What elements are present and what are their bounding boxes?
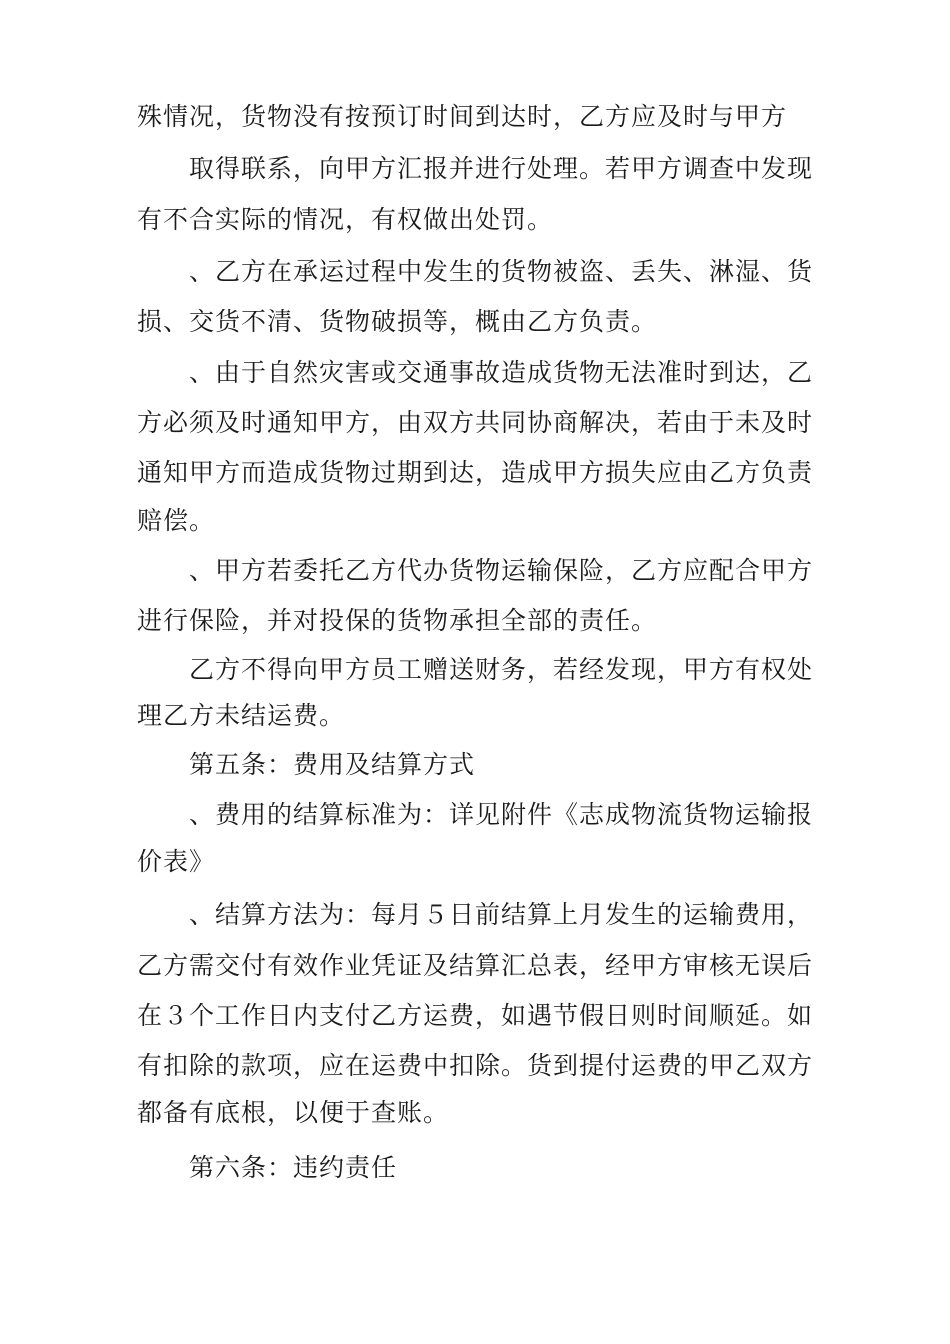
text-line: 通知甲方而造成货物过期到达，造成甲方损失应由乙方负责	[137, 458, 814, 487]
text-line: 取得联系，向甲方汇报并进行处理。若甲方调查中发现	[189, 154, 814, 183]
text-line: 理乙方未结运费。	[137, 701, 346, 730]
text-line: 损、交货不清、货物破损等，概由乙方负责。	[137, 307, 658, 336]
text-line: 赔偿。	[137, 506, 216, 535]
text-line: 价表》	[137, 847, 216, 876]
section-heading: 第五条：费用及结算方式	[189, 750, 476, 779]
text-line: 有扣除的款项，应在运费中扣除。货到提付运费的甲乙双方	[137, 1051, 814, 1080]
text-line: 方必须及时通知甲方，由双方共同协商解决，若由于未及时	[137, 408, 814, 437]
section-heading: 第六条：违约责任	[189, 1153, 398, 1182]
text-line: 殊情况，货物没有按预订时间到达时，乙方应及时与甲方	[137, 102, 788, 131]
text-line: 、由于自然灾害或交通事故造成货物无法准时到达，乙	[189, 358, 814, 387]
text-line: 、甲方若委托乙方代办货物运输保险，乙方应配合甲方	[189, 556, 814, 585]
text-line: 乙方需交付有效作业凭证及结算汇总表，经甲方审核无误后	[137, 951, 814, 980]
text-line: 进行保险，并对投保的货物承担全部的责任。	[137, 606, 658, 635]
text-line: 、结算方法为：每月５日前结算上月发生的运输费用，	[189, 900, 814, 929]
text-line: 、乙方在承运过程中发生的货物被盗、丢失、淋湿、货	[189, 257, 814, 286]
text-line: 都备有底根，以便于查账。	[137, 1098, 450, 1127]
text-line: 、费用的结算标准为：详见附件《志成物流货物运输报	[189, 800, 814, 829]
text-line: 在３个工作日内支付乙方运费，如遇节假日则时间顺延。如	[137, 1001, 814, 1030]
text-line: 有不合实际的情况，有权做出处罚。	[137, 205, 554, 234]
text-line: 乙方不得向甲方员工赠送财务，若经发现，甲方有权处	[189, 655, 814, 684]
